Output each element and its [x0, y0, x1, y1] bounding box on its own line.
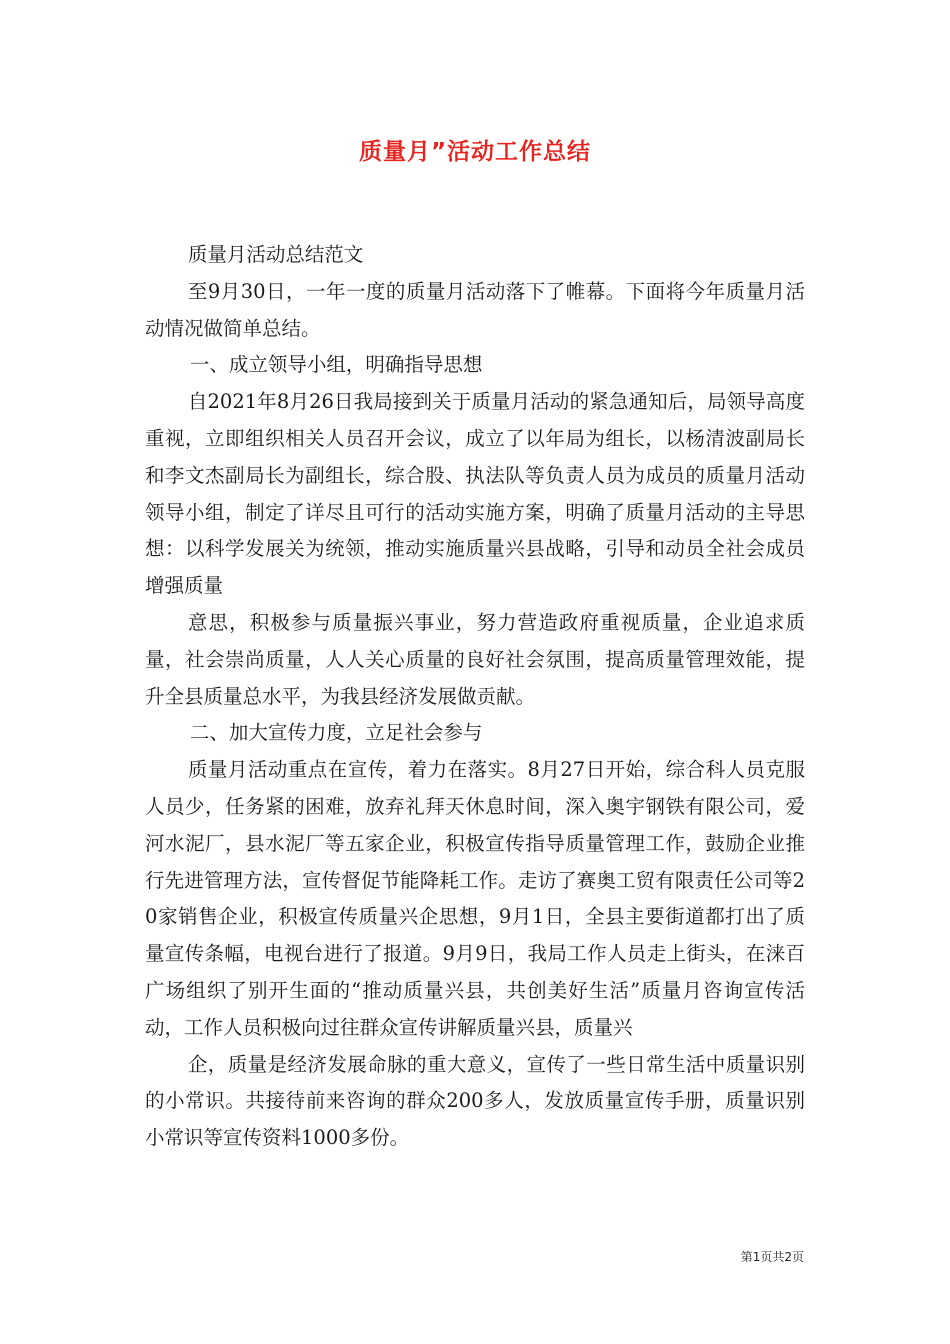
paragraph-section2-a: 质量月活动重点在宣传，着力在落实。8月27日开始，综合科人员克服人员少，任务紧的困难，放弃礼拜天休息时间，深入奥宇钢铁有限公司，爱河水泥厂，县水泥厂等五家企业，积极宣传指导质量管理工作，鼓励企业推行先进管理方法，宣传督促节能降耗工作。走访了赛奥工贸有限责任公司等20家销售企业，积极宣传质量兴企思想，9月1日，全县主要街道都打出了质量宣传条幅，电视台进行了报道。9月9日，我局工作人员走上街头，在涞百广场组织了别开生面的“推动质量兴县，共创美好生活”质量月咨询宣传活动，工作人员积极向过往群众宣传讲解质量兴县，质量兴	[145, 758, 805, 1039]
section-heading-1: 一、成立领导小组，明确指导思想	[189, 353, 483, 377]
section-heading-2: 二、加大宣传力度，立足社会参与	[189, 721, 483, 745]
paragraph-intro: 至9月30日，一年一度的质量月活动落下了帷幕。下面将今年质量月活动情况做简单总结。	[145, 279, 805, 340]
paragraph-section1-a: 自2021年8月26日我局接到关于质量月活动的紧急通知后，局领导高度重视，立即组织相关人员召开会议，成立了以年局为组长，以杨清波副局长和李文杰副局长为副组长，综合股、执法队等负责人员为成员的质量月活动领导小组，制定了详尽且可行的活动实施方案，明确了质量月活动的主导思想：以科学发展关为统领，推动实施质量兴县战略，引导和动员全社会成员增强质量	[145, 390, 805, 598]
document-title: 质量月”活动工作总结	[358, 139, 592, 165]
paragraph-section1-b: 意思，积极参与质量振兴事业，努力营造政府重视质量，企业追求质量，社会崇尚质量，人人关心质量的良好社会氛围，提高质量管理效能，提升全县质量总水平，为我县经济发展做贡献。	[145, 610, 805, 708]
document-body	[145, 237, 805, 1157]
paragraph-subtitle: 质量月活动总结范文	[187, 243, 364, 266]
page-number: 第1页共2页	[740, 1250, 804, 1264]
paragraph-section2-b: 企，质量是经济发展命脉的重大意义，宣传了一些日常生活中质量识别的小常识。共接待前来咨询的群众200多人，发放质量宣传手册，质量识别小常识等宣传资料1000多份。	[145, 1052, 805, 1150]
